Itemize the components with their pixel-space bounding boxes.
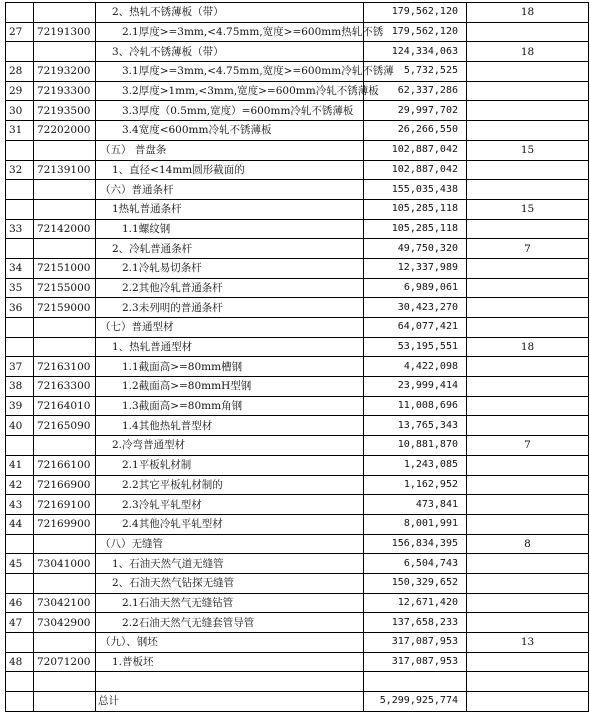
table-body — [6, 3, 589, 712]
item-count — [467, 475, 589, 495]
item-name: （六）普通条杆 — [96, 180, 364, 200]
item-value: 11,008,696 — [364, 396, 467, 416]
hs-code: 72165090 — [34, 416, 96, 436]
item-value: 105,285,118 — [364, 219, 467, 239]
row-number: 46 — [6, 593, 34, 613]
item-value: 155,035,438 — [364, 180, 467, 200]
table-row — [6, 633, 589, 653]
table-row — [6, 416, 589, 436]
item-name: 3、冷轧不锈薄板（带） — [96, 42, 364, 62]
row-number — [6, 633, 34, 653]
row-number: 36 — [6, 298, 34, 318]
item-value: 1,243,085 — [364, 455, 467, 475]
item-count: 13 — [467, 633, 589, 653]
item-name: 2、冷轧普通条杆 — [96, 239, 364, 259]
hs-code: 73042100 — [34, 593, 96, 613]
row-number: 31 — [6, 121, 34, 141]
item-name: 1.3截面高>=80mm角钢 — [96, 396, 364, 416]
item-name: 1.1螺纹钢 — [96, 219, 364, 239]
hs-code — [34, 140, 96, 160]
row-number: 34 — [6, 258, 34, 278]
item-name: 2.3冷轧平轧型材 — [96, 495, 364, 515]
table-row — [6, 652, 589, 672]
row-number: 47 — [6, 613, 34, 633]
hs-code: 72163300 — [34, 377, 96, 397]
item-name: 3.2厚度>1mm,<3mm,宽度>=600mm冷轧不锈薄板 — [96, 81, 364, 101]
item-value: 150,329,652 — [364, 573, 467, 593]
item-count: 18 — [467, 3, 589, 23]
row-number: 41 — [6, 455, 34, 475]
row-number: 44 — [6, 514, 34, 534]
table-row — [6, 534, 589, 554]
item-count — [467, 613, 589, 633]
item-count — [467, 318, 589, 338]
item-value: 12,671,420 — [364, 593, 467, 613]
item-value: 317,087,953 — [364, 652, 467, 672]
item-count: 8 — [467, 534, 589, 554]
hs-code — [34, 692, 96, 712]
row-number: 37 — [6, 357, 34, 377]
total-row — [6, 692, 589, 712]
item-value: 156,834,395 — [364, 534, 467, 554]
item-count: 15 — [467, 199, 589, 219]
item-name: 2.1冷轧易切条杆 — [96, 258, 364, 278]
hs-code — [34, 42, 96, 62]
table-row — [6, 475, 589, 495]
table-row — [6, 199, 589, 219]
row-number — [6, 239, 34, 259]
item-value: 8,001,991 — [364, 514, 467, 534]
item-count — [467, 278, 589, 298]
hs-code: 72193500 — [34, 101, 96, 121]
table-row — [6, 121, 589, 141]
item-value: 105,285,118 — [364, 199, 467, 219]
hs-code: 72142000 — [34, 219, 96, 239]
row-number: 30 — [6, 101, 34, 121]
item-name: 2.2其他冷轧普通条杆 — [96, 278, 364, 298]
row-number: 29 — [6, 81, 34, 101]
hs-code: 72193200 — [34, 62, 96, 82]
row-number — [6, 199, 34, 219]
row-number: 28 — [6, 62, 34, 82]
row-number: 45 — [6, 554, 34, 574]
item-count — [467, 258, 589, 278]
table-row — [6, 101, 589, 121]
table-row — [6, 258, 589, 278]
item-value: 26,266,550 — [364, 121, 467, 141]
item-value: 6,989,061 — [364, 278, 467, 298]
hs-code: 72202000 — [34, 121, 96, 141]
row-number: 39 — [6, 396, 34, 416]
table-row — [6, 337, 589, 357]
item-name: 1热轧普通条杆 — [96, 199, 364, 219]
hs-code: 72163100 — [34, 357, 96, 377]
hs-code — [34, 180, 96, 200]
table-row — [6, 455, 589, 475]
row-number — [6, 534, 34, 554]
table-row — [6, 573, 589, 593]
hs-code — [34, 633, 96, 653]
item-count — [467, 62, 589, 82]
hs-code — [34, 318, 96, 338]
item-value: 1,162,952 — [364, 475, 467, 495]
item-count — [467, 377, 589, 397]
item-value: 102,887,042 — [364, 160, 467, 180]
item-count — [467, 81, 589, 101]
item-name: 3.1厚度>=3mm,<4.75mm,宽度>=600mm冷轧不锈薄 — [96, 62, 364, 82]
hs-code: 72166900 — [34, 475, 96, 495]
row-number: 32 — [6, 160, 34, 180]
hs-code — [34, 534, 96, 554]
item-name: 2.冷弯普通型材 — [96, 436, 364, 456]
item-name: 1、石油天然气道无缝管 — [96, 554, 364, 574]
row-number — [6, 180, 34, 200]
item-name — [96, 672, 364, 692]
item-name: 总计 — [96, 692, 364, 712]
item-count — [467, 554, 589, 574]
row-number: 27 — [6, 22, 34, 42]
table-row — [6, 396, 589, 416]
item-name: 2、石油天然气钻探无缝管 — [96, 573, 364, 593]
item-name: 1.2截面高>=80mmH型钢 — [96, 377, 364, 397]
row-number — [6, 140, 34, 160]
item-count: 18 — [467, 337, 589, 357]
item-name: 1.普板坯 — [96, 652, 364, 672]
item-count — [467, 180, 589, 200]
item-count — [467, 416, 589, 436]
item-count — [467, 101, 589, 121]
hs-code — [34, 672, 96, 692]
row-number — [6, 672, 34, 692]
item-count: 7 — [467, 436, 589, 456]
hs-code: 72193300 — [34, 81, 96, 101]
row-number — [6, 318, 34, 338]
item-value: 30,423,270 — [364, 298, 467, 318]
hs-code — [34, 436, 96, 456]
hs-code — [34, 3, 96, 23]
item-count — [467, 573, 589, 593]
hs-code: 72151000 — [34, 258, 96, 278]
table-row — [6, 514, 589, 534]
item-name: 2.2石油天然气无缝套管导管 — [96, 613, 364, 633]
item-name: 1、热轧普通型材 — [96, 337, 364, 357]
item-count: 7 — [467, 239, 589, 259]
item-count — [467, 121, 589, 141]
item-value: 49,750,320 — [364, 239, 467, 259]
item-value: 12,337,989 — [364, 258, 467, 278]
table-row — [6, 278, 589, 298]
item-count: 15 — [467, 140, 589, 160]
item-count — [467, 692, 589, 712]
row-number: 43 — [6, 495, 34, 515]
item-name: 1.1截面高>=80mm槽钢 — [96, 357, 364, 377]
table-row — [6, 495, 589, 515]
table-row — [6, 81, 589, 101]
hs-code: 72155000 — [34, 278, 96, 298]
item-value: 102,887,042 — [364, 140, 467, 160]
item-count — [467, 160, 589, 180]
table-row — [6, 672, 589, 692]
item-value: 62,337,286 — [364, 81, 467, 101]
item-name: （七）普通型材 — [96, 318, 364, 338]
row-number: 35 — [6, 278, 34, 298]
item-value — [364, 672, 467, 692]
table-row — [6, 298, 589, 318]
row-number — [6, 573, 34, 593]
table-row — [6, 318, 589, 338]
table-row — [6, 357, 589, 377]
table-row — [6, 593, 589, 613]
hs-code: 72139100 — [34, 160, 96, 180]
item-count — [467, 298, 589, 318]
row-number — [6, 692, 34, 712]
item-count — [467, 593, 589, 613]
item-name: 3.4宽度<600mm冷轧不锈薄板 — [96, 121, 364, 141]
item-value: 317,087,953 — [364, 633, 467, 653]
item-value: 473,841 — [364, 495, 467, 515]
item-name: 3.3厚度（0.5mm,宽度）=600mm冷轧不锈薄板 — [96, 101, 364, 121]
item-value: 137,658,233 — [364, 613, 467, 633]
item-count — [467, 357, 589, 377]
item-count — [467, 22, 589, 42]
item-count — [467, 514, 589, 534]
hs-code — [34, 573, 96, 593]
item-value: 23,999,414 — [364, 377, 467, 397]
table-row — [6, 3, 589, 23]
item-name: 2.4其他冷轧平轧型材 — [96, 514, 364, 534]
item-value: 179,562,120 — [364, 22, 467, 42]
hs-code: 73041000 — [34, 554, 96, 574]
item-name: 2.1石油天然气无缝钻管 — [96, 593, 364, 613]
hs-code: 72071200 — [34, 652, 96, 672]
table-row — [6, 377, 589, 397]
hs-code — [34, 199, 96, 219]
hs-code: 72169900 — [34, 514, 96, 534]
hs-code: 72166100 — [34, 455, 96, 475]
table-row — [6, 436, 589, 456]
item-count — [467, 495, 589, 515]
item-value: 4,422,098 — [364, 357, 467, 377]
hs-code — [34, 239, 96, 259]
row-number — [6, 42, 34, 62]
item-name: （五） 普盘条 — [96, 140, 364, 160]
table-row — [6, 219, 589, 239]
table-row — [6, 613, 589, 633]
row-number — [6, 337, 34, 357]
table-row — [6, 160, 589, 180]
row-number: 42 — [6, 475, 34, 495]
item-name: 2、热轧不锈薄板（带） — [96, 3, 364, 23]
item-value: 29,997,702 — [364, 101, 467, 121]
row-number: 38 — [6, 377, 34, 397]
item-count — [467, 672, 589, 692]
item-count — [467, 219, 589, 239]
row-number: 48 — [6, 652, 34, 672]
hs-code — [34, 337, 96, 357]
row-number — [6, 3, 34, 23]
item-value: 53,195,551 — [364, 337, 467, 357]
item-name: 2.3未列明的普通条杆 — [96, 298, 364, 318]
hs-code: 72159000 — [34, 298, 96, 318]
item-count — [467, 396, 589, 416]
item-count — [467, 652, 589, 672]
hs-code: 72169100 — [34, 495, 96, 515]
hs-code: 73042900 — [34, 613, 96, 633]
row-number: 40 — [6, 416, 34, 436]
item-name: 2.1平板轧材制 — [96, 455, 364, 475]
table-row — [6, 239, 589, 259]
item-value: 124,334,063 — [364, 42, 467, 62]
row-number — [6, 436, 34, 456]
item-value: 179,562,120 — [364, 3, 467, 23]
item-count — [467, 455, 589, 475]
item-name: （八）无缝管 — [96, 534, 364, 554]
item-name: 2.1厚度>=3mm,<4.75mm,宽度>=600mm热轧不锈 — [96, 22, 364, 42]
item-value: 64,077,421 — [364, 318, 467, 338]
table-row — [6, 140, 589, 160]
item-value: 6,504,743 — [364, 554, 467, 574]
item-count: 18 — [467, 42, 589, 62]
hs-code: 72164010 — [34, 396, 96, 416]
table-row — [6, 180, 589, 200]
item-name: 1.4其他热轧普型材 — [96, 416, 364, 436]
table-row — [6, 22, 589, 42]
item-name: 2.2其它平板轧材制的 — [96, 475, 364, 495]
table-row — [6, 554, 589, 574]
item-value: 5,299,925,774 — [364, 692, 467, 712]
table-row — [6, 62, 589, 82]
item-name: 1、直径<14mm圆形截面的 — [96, 160, 364, 180]
tariff-table — [5, 2, 589, 712]
hs-code: 72191300 — [34, 22, 96, 42]
item-value: 13,765,343 — [364, 416, 467, 436]
item-value: 5,732,525 — [364, 62, 467, 82]
row-number: 33 — [6, 219, 34, 239]
item-value: 10,881,870 — [364, 436, 467, 456]
item-name: （九）、钢坯 — [96, 633, 364, 653]
table-row — [6, 42, 589, 62]
